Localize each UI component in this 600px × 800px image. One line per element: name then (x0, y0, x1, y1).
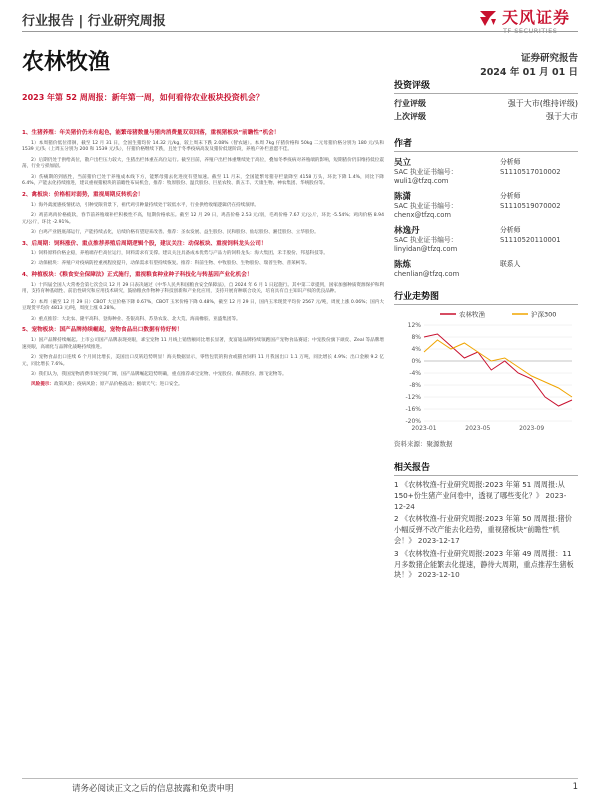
related-report-item[interactable] (394, 549, 578, 581)
author-role: 分析师 (500, 192, 521, 200)
page-number: 1 (572, 782, 578, 792)
report-date: 2024 年 01 月 01 日 (480, 67, 578, 78)
x-tick-label: 2023-09 (519, 425, 545, 432)
y-tick-label: 12% (407, 322, 421, 329)
related-report-item[interactable] (394, 514, 578, 546)
section-heading: 5、宠物板块：国产品牌持续崛起，宠物食品出口数据有待好转！ (22, 327, 183, 334)
author-email[interactable]: chenx@tfzq.com (394, 211, 451, 219)
trend-section-title: 行业走势图 (394, 289, 578, 305)
author-list (394, 156, 578, 279)
cert-label: SAC 执业证书编号： (394, 236, 458, 244)
y-tick-label: -20% (405, 418, 421, 425)
related-date: 2023-12-24 (394, 490, 567, 511)
related-title: 《农林牧渔-行业研究周报:2023 年第 51 周周报:从 150+份生猪产业问卷中，透视了哪些变化？》 (394, 480, 565, 500)
rating-value: 强于大市 (546, 112, 578, 121)
sidebar (394, 78, 578, 583)
author-name-row (394, 190, 578, 202)
cert-number: S1110520110001 (500, 236, 561, 244)
cert-label: SAC 执业证书编号： (394, 168, 458, 176)
author-name: 陈潇 (394, 192, 412, 202)
page-title: 农林牧渔 (22, 50, 111, 75)
series-line-csi300 (424, 340, 572, 397)
body-paragraph: 1）海外禽流感疫情扰动，引种受限背景下，祖代鸡引种量持续处于较低水平，行业供给收缩逻辑仍在持续演绎。 (31, 202, 260, 208)
related-title: 《农林牧渔-行业研究周报:2023 年第 49 周周报：11 月多数猪企能繁去化提速，静待大周期，重点推荐生猪板块！》 (394, 548, 574, 580)
report-body (22, 126, 384, 393)
body-paragraph: 2）宠物食品出口连续 6 个月同比增长，美国出口反转趋势明显！海关数据显示，零售包装的狗食或猫食饲料 11 月我国出口 1.1 万吨，同比增长 4.9%；出口金额 9.2 亿元，同比增长 7.6%。 (22, 355, 384, 367)
cert-number: S1110519070002 (500, 202, 561, 210)
body-paragraph: 2）本周（截至 12 月 29 日）CBOT 大豆价格下降 0.67%，CBOT 玉米价格下降 0.48%，截至 12 月 29 日，国内玉米现货平均价 2567 元/吨，周度上涨 0.06%；国内大豆现货平均价 4813 元/吨，周度上涨 0.28%。 (22, 299, 384, 312)
author-email[interactable]: chenlian@tfzq.com (394, 270, 460, 278)
y-tick-label: -8% (409, 382, 421, 389)
cert-label: SAC 执业证书编号： (394, 202, 458, 210)
related-report-list (394, 480, 578, 581)
section-heading: 4、种植板块：《粮食安全保障法》正式施行，重视粮食种业种子科技化与转基因产业化机会！ (22, 272, 253, 279)
rating-label: 行业评级 (394, 99, 426, 108)
y-tick-label: -4% (409, 370, 421, 377)
risk-text: 政策风险；疫病风险；原产品价格波动；极端天气；进口安全。 (53, 382, 183, 388)
report-subtitle: 2023 年第 52 周周报：新年第一周，如何看待农业板块投资机会？ (22, 93, 264, 102)
y-tick-label: 0% (411, 358, 421, 365)
body-paragraph: 3）白鸡产业链底部运行，产能持续去化，后续价格有望迎来改善。推荐：圣农发展、益生股份、民和股份、仙坛股份、湘佳股份、立华股份。 (31, 229, 319, 235)
related-index: 3 (394, 548, 399, 558)
rating-row (394, 111, 578, 124)
body-paragraph: 3）伤痛期的到底性，当前猪价已处于养殖成本线下方，能繁母猪去化进度有望加速。截至 11 月末，全国能繁母猪存栏量降至 4158 万头，环比下降 1.4%，同比下降 6.4%，产能去化持续推进，建议重视猪板块的前瞻性布局机会，推荐：牧原股份、温氏股份、巨星农牧、新五丰、天康生物、神农集团、华统股份等。 (22, 174, 384, 187)
section-heading: 3、后周期：饲料涨价、重点推荐养殖后周期逻辑个股，建议关注：动保板块、重视饲料龙头公司！ (22, 240, 267, 247)
brand-logo-icon (478, 8, 498, 28)
y-tick-label: 8% (411, 334, 421, 341)
author-cert-row (394, 236, 578, 245)
y-tick-label: 4% (411, 346, 421, 353)
risk-label: 风险提示： (31, 382, 54, 388)
section-heading: 1、生猪养殖：年关猪价仍未有起色，能繁母猪数量与猪肉消费量双双回落，重视猪板块“前瞻性”机会！ (22, 130, 280, 136)
brand-logo (478, 2, 578, 42)
author-role: 分析师 (500, 158, 521, 166)
author-email[interactable]: wuli1@tfzq.com (394, 177, 449, 185)
x-tick-label: 2023-01 (411, 425, 437, 432)
series-line-agri (424, 334, 572, 406)
brand-name: 天风证券 (502, 8, 571, 27)
author-cert-row (394, 202, 578, 211)
x-tick-label: 2023-05 (465, 425, 491, 432)
rating-label: 上次评级 (394, 112, 426, 121)
legend-label: 沪深300 (531, 310, 557, 319)
author-role: 联系人 (500, 260, 521, 268)
body-paragraph: 3）重点推荐：大北农、隆平高科、登海种业、荃银高科、苏垦农发、北大荒、海南橡胶、亚盛集团等。 (31, 316, 241, 322)
cert-number: S1110517010002 (500, 168, 561, 176)
author-email[interactable]: linyidan@tfzq.com (394, 245, 458, 253)
body-paragraph: 2）后期仍处于供给高位，散户出栏压力较大，生猪出栏体重在高位运行。截至目前，养殖户出栏体重继续处于高位，叠加冬季疫病对养殖端的影响，短期猪价仍旧维持低位震荡，行业亏损加剧。 (22, 157, 384, 170)
body-paragraph: 3）我们认为，我国宠物消费市场空间广阔，国产品牌崛起趋势明确，重点推荐乖宝宠物、中宠股份、佩蒂股份、源飞宠物等。 (31, 372, 287, 378)
footer-divider (22, 778, 578, 779)
y-tick-label: -16% (405, 406, 421, 413)
y-tick-label: -12% (405, 394, 421, 401)
risk-warning (22, 382, 384, 389)
author-name: 林逸丹 (394, 226, 420, 236)
body-paragraph: 2）鸡苗鸡肉价格疲软，春节前养殖端补栏积极性不高，短期价格承压。截至 12 月 29 日，鸡苗价格 2.53 元/羽，毛鸡价格 7.67 元/公斤，环比 -5.54%；鸡肉价格 8.94 元/公斤，环比 -2.91%。 (22, 212, 384, 225)
related-section-title: 相关报告 (394, 460, 578, 476)
related-index: 2 (394, 514, 399, 524)
body-paragraph: 1）饲料原料价格企稳，养殖端存栏高位运行，饲料需求有支撑。建议关注具备成本优势与产品力的饲料龙头：海大集团、禾丰股份、邦基科技等。 (31, 251, 328, 257)
body-paragraph: 1）十四届全国人大常委会第七次会议 12 月 29 日表决通过《中华人民共和国粮食安全保障法》，自 2024 年 6 月 1 日起施行。其中第二章提到，国家加强种质资源保护和利用，支持育种基础性、前沿性研究和应用技术研究，鼓励粮食作物种子科技创新和产业化应用，支持开展育种联合攻关，培育具有自主知识产权的优良品种。 (22, 282, 384, 295)
legend-label: 农林牧渔 (459, 310, 485, 319)
section-heading: 2、禽板块：价格相对弱势，重视周期反转机会！ (22, 192, 144, 198)
brand-name-en: TF SECURITIES (503, 27, 558, 35)
author-name: 吴立 (394, 158, 412, 168)
author-name: 陈炼 (394, 260, 412, 270)
author-name-row (394, 224, 578, 236)
authors-section-title: 作者 (394, 136, 578, 152)
trend-chart-svg (394, 309, 578, 437)
body-paragraph: 1）国产品牌持续崛起。上市公司国产品牌表现亮眼，乖宝宠物 11 月线上销售额同比增长显著，麦富迪品牌持续领跑国产宠物食品赛道；中宠股份旗下顽皮、Zeal 等品牌增速亮眼，高端化与品牌化战略持续推进。 (22, 338, 384, 350)
report-category: 证券研究报告 (520, 53, 578, 64)
author-name-row (394, 258, 578, 270)
body-paragraph: 2）动保板块：养殖户对疫病防控重视程度提升，动保需求有望持续恢复。推荐：科前生物、中牧股份、生物股份、瑞普生物、普莱柯等。 (31, 261, 310, 267)
related-index: 1 (394, 480, 399, 489)
author-name-row (394, 156, 578, 168)
related-report-item[interactable] (394, 480, 578, 512)
footer-disclaimer: 请务必阅读正文之后的信息披露和免责申明 (72, 784, 234, 794)
related-date: 2023-12-17 (417, 535, 460, 545)
chart-source: 资料来源：聚源数据 (394, 440, 453, 448)
related-date: 2023-12-10 (417, 570, 460, 580)
body-paragraph: 1）本周猪价低位徘徊，截至 12 月 31 日，全国生猪均价 14.32 元/kg，较上周末下跌 2.08%（智农通）。本周 7kg 仔猪价格和 50kg 二元母猪价格分别为 180 元/头和 1539 元/头（上周五分别为 200 和 1539 元/头），仔猪价格继续下跌，且处于冬季疫病高发及猪价低迷阶段，养殖户补栏意愿不佳。 (22, 140, 384, 153)
rating-row (394, 98, 578, 111)
related-title: 《农林牧渔-行业研究周报:2023 年第 50 周周报:猪价小幅反弹不改产能去化趋势，重视猪板块“前瞻性”机会！》 (394, 514, 572, 545)
rating-section-title: 投资评级 (394, 78, 578, 94)
industry-trend-chart (394, 309, 578, 437)
author-role: 分析师 (500, 226, 521, 234)
author-cert-row (394, 168, 578, 177)
rating-value: 强于大市(维持评级) (507, 99, 578, 108)
report-type-header: 行业报告 | 行业研究周报 (22, 14, 166, 29)
